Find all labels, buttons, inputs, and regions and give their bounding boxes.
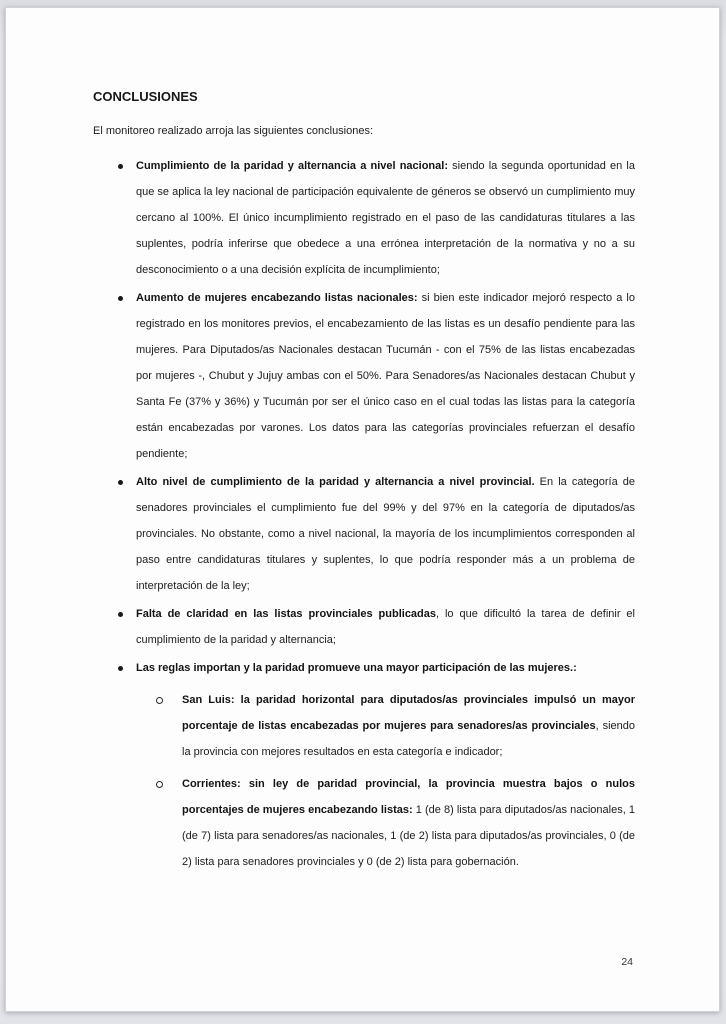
sub-bullet-text — [182, 687, 635, 765]
bullet-item-women-heading-lists — [93, 285, 635, 467]
bullet-text — [136, 469, 635, 599]
page-content — [93, 89, 635, 877]
bullet-dot-icon — [118, 666, 123, 671]
bullet-bold-lead: Las reglas importan y la paridad promueve una mayor participación de las mujeres.: — [136, 662, 577, 674]
bullet-item-rules-matter — [93, 655, 635, 681]
bullet-body: 1 (de 8) lista para diputados/as nacionales, 1 (de 7) lista para senadores/as nacionales, 1 (de 2) lista para diputados/as provinciales, 0 (de 2) lista para senadores provinciales y 0 (de 2) lista para gobernación. — [182, 804, 635, 868]
bullet-body: , lo que dificultó la tarea de definir el cumplimiento de la paridad y alternancia; — [136, 608, 635, 646]
bullet-body: siendo la segunda oportunidad en la que se aplica la ley nacional de participación equivalente de géneros se observó un cumplimiento muy cercano al 100%. El único incumplimiento registrado en el paso de las candidaturas titulares a las suplentes, podría inferirse que obedece a una errónea interpretación de la normativa y no a su desconocimiento o a una decisión explícita de incumplimiento; — [136, 160, 635, 276]
bullet-circle-icon — [156, 781, 163, 788]
bullet-bold-lead: San Luis: la paridad horizontal para diputados/as provinciales impulsó un mayor porcentaje de listas encabezadas por mujeres para senadores/as provinciales — [182, 694, 635, 732]
bullet-body: , siendo la provincia con mejores resultados en esta categoría e indicador; — [182, 720, 635, 758]
page-number: 24 — [621, 956, 633, 968]
bullet-text — [136, 655, 635, 681]
bullet-body: si bien este indicador mejoró respecto a lo registrado en los monitores previos, el encabezamiento de las listas es un desafío pendiente para las mujeres. Para Diputados/as Nacionales destacan Tucumán - con el 75% de las listas encabezadas por mujeres -, Chubut y Jujuy ambas con el 50%. Para Senadores/as Nacionales destacan Chubut y Santa Fe (37% y 36%) y Tucumán por ser el único caso en el cual todas las listas para la categoría están encabezadas por varones. Los datos para las categorías provinciales refuerzan el desafío pendiente; — [136, 292, 635, 460]
sub-bullet-item-san-luis — [93, 687, 635, 765]
bullet-circle-icon — [156, 697, 163, 704]
bullet-text — [136, 285, 635, 467]
bullet-text — [136, 601, 635, 653]
bullet-body: En la categoría de senadores provinciales el cumplimiento fue del 99% y del 97% en la categoría de diputados/as provinciales. No obstante, como a nivel nacional, la mayoría de los incumplimientos corresponden al paso entre candidaturas titulares y suplentes, lo que podría responder más a un problema de interpretación de la ley; — [136, 476, 635, 592]
bullet-bold-lead: Cumplimiento de la paridad y alternancia a nivel nacional: — [136, 160, 448, 172]
bullet-item-national-compliance — [93, 153, 635, 283]
page-title: CONCLUSIONES — [93, 89, 198, 104]
bullet-item-list-clarity — [93, 601, 635, 653]
bullet-bold-lead: Alto nivel de cumplimiento de la paridad y alternancia a nivel provincial. — [136, 476, 535, 488]
bullet-dot-icon — [118, 480, 123, 485]
bullet-bold-lead: Corrientes: sin ley de paridad provincial, la provincia muestra bajos o nulos porcentajes de mujeres encabezando listas: — [182, 778, 635, 816]
bullet-item-provincial-compliance — [93, 469, 635, 599]
bullet-dot-icon — [118, 164, 123, 169]
bullet-bold-lead: Aumento de mujeres encabezando listas nacionales: — [136, 292, 418, 304]
intro-paragraph: El monitoreo realizado arroja las siguientes conclusiones: — [93, 125, 374, 137]
bullet-text — [136, 153, 635, 283]
bullet-dot-icon — [118, 296, 123, 301]
document-page — [5, 7, 720, 1012]
bullet-dot-icon — [118, 612, 123, 617]
sub-bullet-text — [182, 771, 635, 875]
bullet-bold-lead: Falta de claridad en las listas provinciales publicadas — [136, 608, 437, 620]
sub-bullet-item-corrientes — [93, 771, 635, 875]
